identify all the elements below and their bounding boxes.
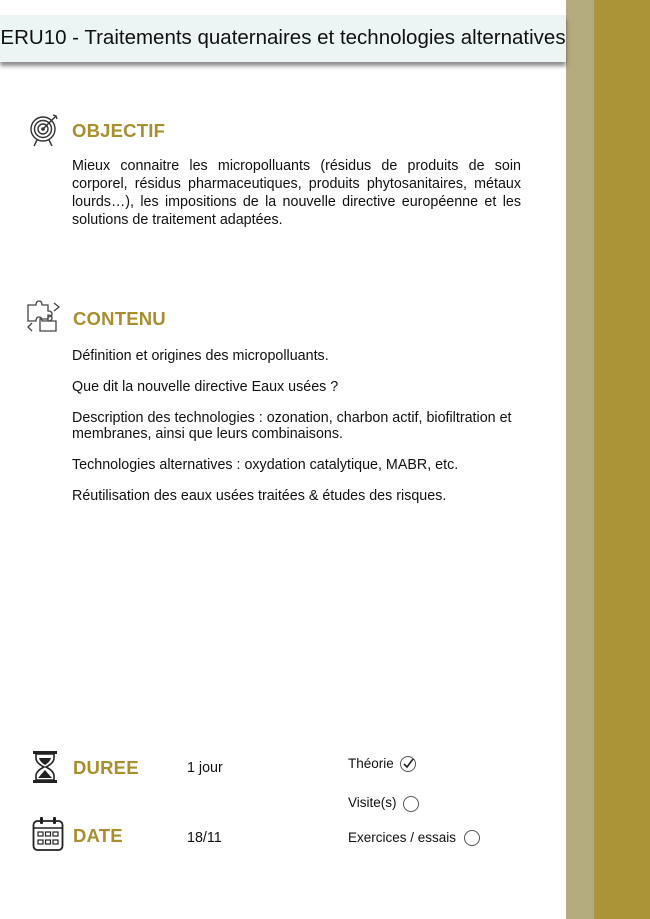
list-item: Technologies alternatives : oxydation catalytique, MABR, etc.	[72, 457, 459, 473]
list-item: Que dit la nouvelle directive Eaux usées ?	[72, 379, 339, 395]
page-title: ERU10 - Traitements quaternaires et technologies alternatives	[0, 26, 566, 49]
objectif-heading: OBJECTIF	[72, 120, 166, 141]
list-item: Définition et origines des micropolluants.	[72, 348, 329, 364]
duree-label: DUREE	[73, 757, 139, 778]
option-theorie	[348, 755, 416, 771]
header-bar	[0, 15, 566, 62]
contenu-heading: CONTENU	[73, 308, 166, 329]
side-stripe-dark	[594, 0, 650, 919]
option-label: Théorie	[348, 755, 394, 771]
checked-circle-icon[interactable]	[400, 756, 416, 772]
hourglass-icon	[32, 750, 58, 789]
list-item: Description des technologies : ozonation, charbon actif, biofiltration et membranes, ainsi que leurs combinaisons.	[72, 410, 512, 442]
empty-circle-icon[interactable]	[464, 830, 480, 846]
option-visites	[348, 794, 419, 810]
date-label: DATE	[73, 825, 123, 846]
target-icon	[29, 113, 61, 152]
calendar-icon	[32, 816, 64, 857]
option-label: Exercices / essais	[348, 829, 457, 845]
date-value: 18/11	[187, 830, 222, 846]
contenu-list	[72, 348, 544, 519]
side-stripe-light	[566, 0, 594, 919]
option-exercices	[348, 829, 480, 845]
objectif-text: Mieux connaitre les micropolluants (résidus de produits de soin corporel, résidus pharmaceutiques, produits phytosanitaires, métaux lourds…), les impositions de la nouvelle directive européenne et les solutions de traitement adaptées.	[72, 158, 521, 228]
puzzle-icon	[26, 299, 62, 338]
duree-value: 1 jour	[187, 760, 223, 776]
empty-circle-icon[interactable]	[403, 796, 419, 812]
option-label: Visite(s)	[348, 794, 397, 810]
list-item: Réutilisation des eaux usées traitées & études des risques.	[72, 488, 447, 504]
